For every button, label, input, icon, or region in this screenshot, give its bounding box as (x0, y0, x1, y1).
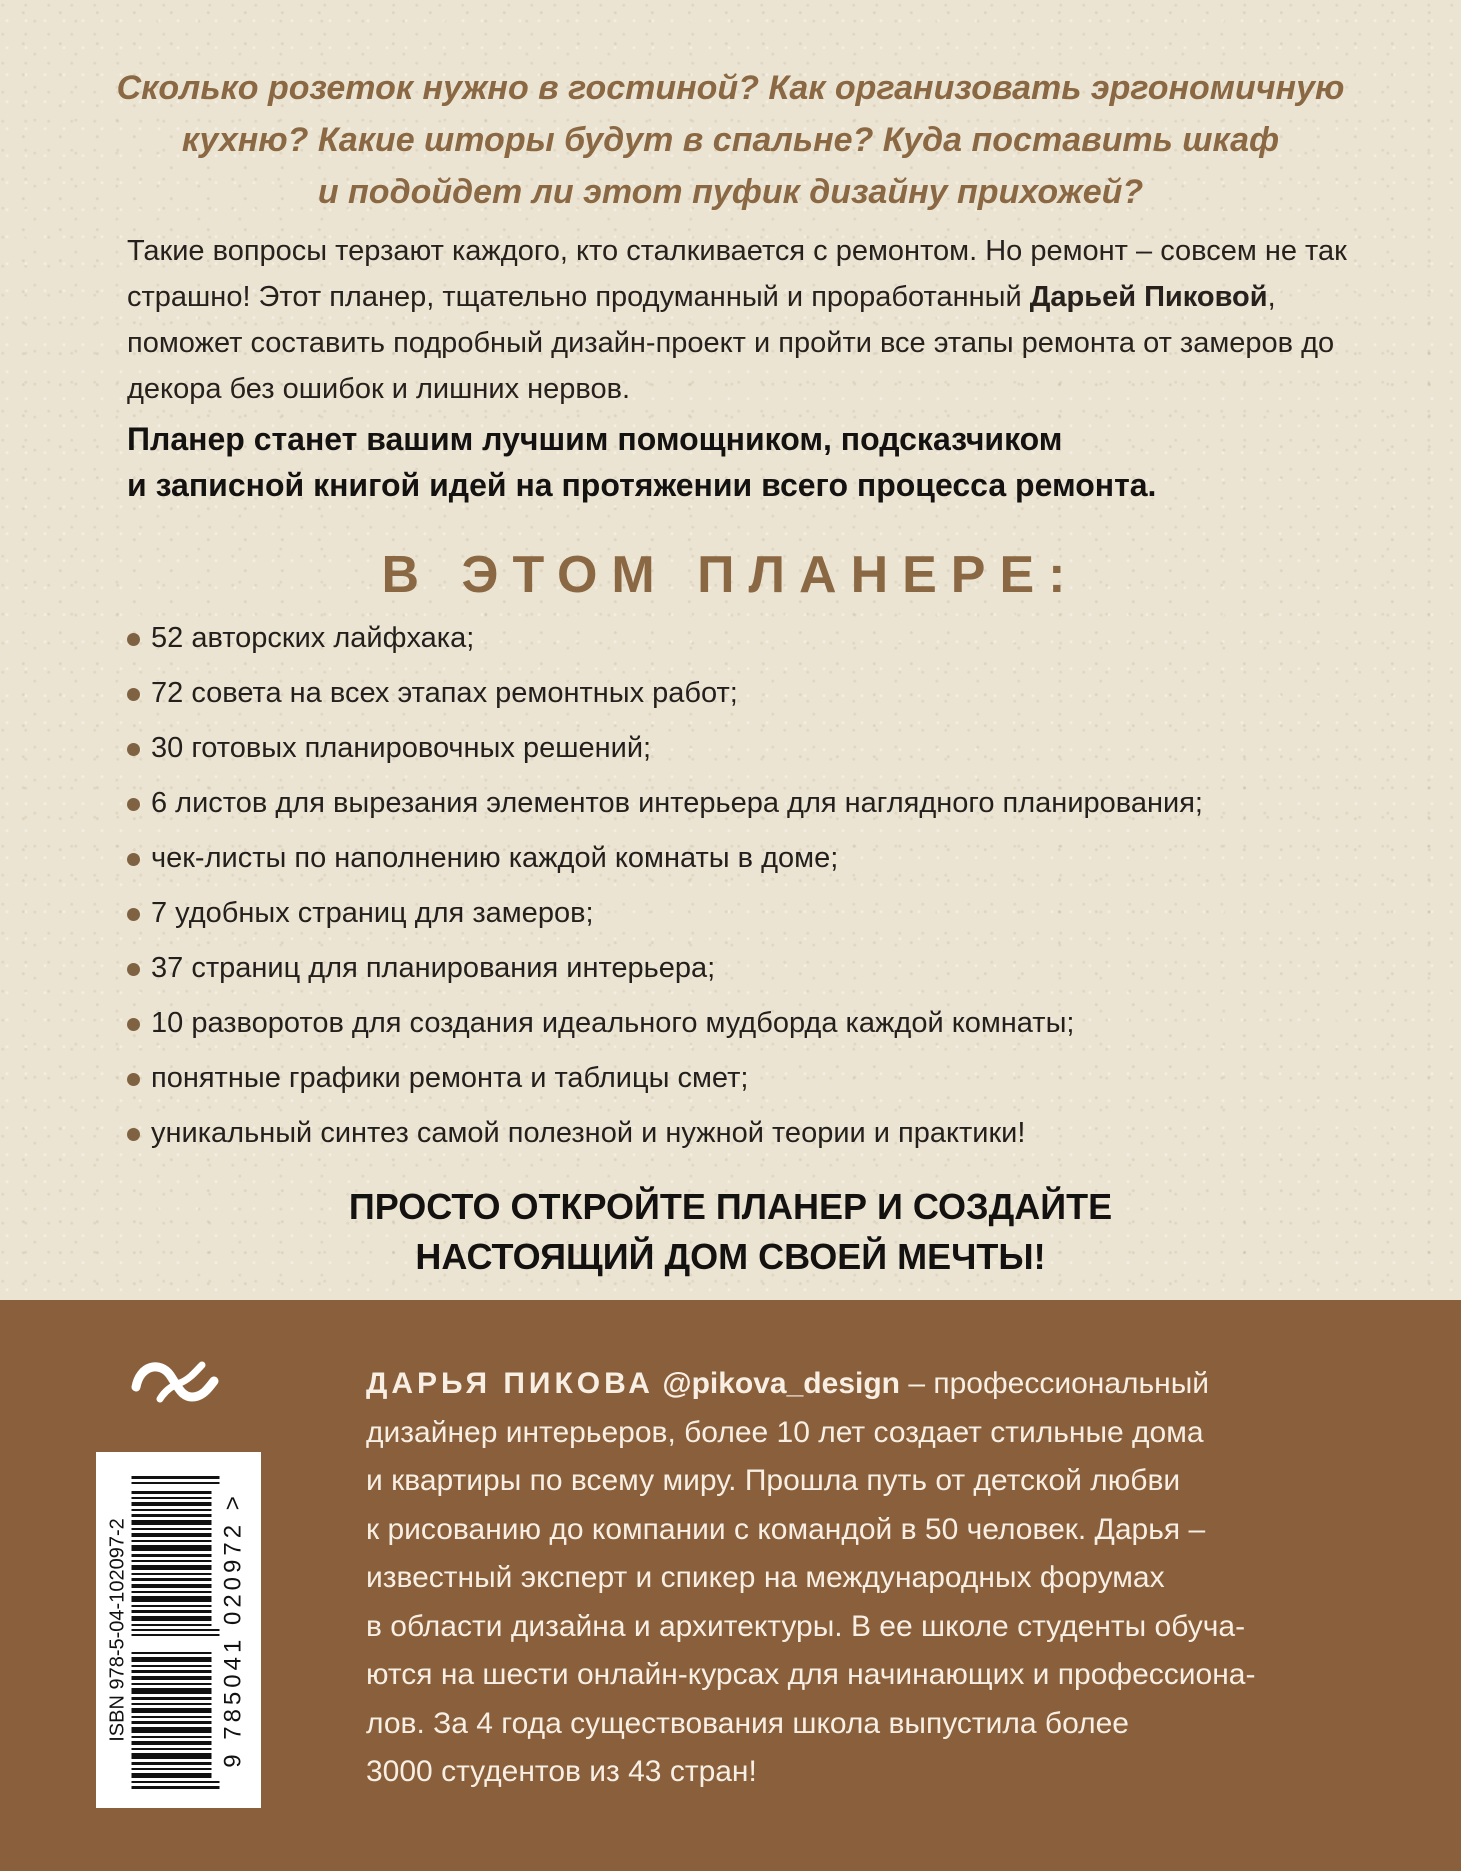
feature-item (127, 892, 1387, 947)
feature-item (127, 947, 1387, 1002)
feature-text: 7 удобных страниц для замеров; (151, 897, 594, 929)
bio-first-line (366, 1360, 1386, 1409)
feature-text: 30 готовых планировочных решений; (151, 732, 652, 764)
feature-text: уникальный синтез самой полезной и нужной теории и практики! (151, 1117, 1026, 1149)
author-bio (366, 1360, 1386, 1797)
bullet-icon (127, 1073, 140, 1086)
bullet-icon (127, 963, 140, 976)
bio-line: 3000 студентов из 43 стран! (366, 1755, 757, 1788)
lead-statement (127, 416, 1387, 508)
bio-line: в области дизайна и архитектуры. В ее школе студенты обуча- (366, 1609, 1246, 1643)
bullet-icon (127, 743, 140, 756)
hook-questions (0, 62, 1461, 218)
bullet-icon (127, 688, 140, 701)
feature-list (127, 617, 1387, 1167)
bullet-icon (127, 1128, 140, 1141)
bio-line: дизайнер интерьеров, более 10 лет создает стильные дома (366, 1415, 1204, 1449)
section-title: В ЭТОМ ПЛАНЕРЕ: (381, 546, 1080, 604)
lead-line: и записной книгой идей на протяжении всего процесса ремонта. (127, 467, 1157, 503)
bio-line: ются на шести онлайн-курсах для начинающих и профессиона- (366, 1658, 1256, 1691)
bio-line: известный эксперт и спикер на международных форумах (366, 1561, 1165, 1594)
intro-text-before: Такие вопросы терзают каждого, кто сталкивается с ремонтом. Но ремонт – совсем не так страшно! Этот планер, тщательно продуманный и проработанный (127, 235, 1347, 313)
feature-item (127, 617, 1387, 672)
bio-line: и квартиры по всему миру. Прошла путь от детской любви (366, 1464, 1181, 1497)
feature-item (127, 727, 1387, 782)
feature-item (127, 1112, 1387, 1167)
feature-item (127, 782, 1387, 837)
bullet-icon (127, 908, 140, 921)
hook-line: и подойдет ли этот пуфик дизайну прихожей? (317, 173, 1144, 211)
feature-item (127, 1057, 1387, 1112)
hook-line: кухню? Какие шторы будут в спальне? Куда поставить шкаф (181, 121, 1280, 159)
hook-line: Сколько розеток нужно в гостиной? Как организовать эргономичную (116, 69, 1345, 107)
feature-text: 52 авторских лайфхака; (151, 622, 475, 654)
feature-text: 37 страниц для планирования интерьера; (151, 952, 716, 984)
feature-item (127, 672, 1387, 727)
ean-digits: 9 785041 020972 > (219, 1492, 247, 1768)
author-handle: @pikova_design (662, 1367, 900, 1400)
cta-line: ПРОСТО ОТКРОЙТЕ ПЛАНЕР И СОЗДАЙТЕ (348, 1186, 1113, 1227)
lead-line: Планер станет вашим лучшим помощником, подсказчиком (127, 421, 1063, 457)
bio-line: лов. За 4 года существования школа выпустила более (366, 1706, 1129, 1740)
feature-item (127, 837, 1387, 892)
isbn-barcode (96, 1452, 261, 1808)
bullet-icon (127, 853, 140, 866)
feature-text: 10 разворотов для создания идеального мудборда каждой комнаты; (151, 1007, 1075, 1039)
feature-item (127, 1002, 1387, 1057)
bio-line: к рисованию до компании с командой в 50 человек. Дарья – (366, 1512, 1206, 1546)
barcode-bars-icon (132, 1471, 220, 1789)
call-to-action (0, 1182, 1461, 1282)
feature-text: 6 листов для вырезания элементов интерьера для наглядного планирования; (151, 787, 1203, 819)
feature-text: понятные графики ремонта и таблицы смет; (151, 1062, 749, 1094)
feature-text: чек-листы по наполнению каждой комнаты в доме; (151, 842, 839, 874)
intro-text-after: , поможет составить подробный дизайн-проект и пройти все этапы ремонта от замеров до декора без ошибок и лишних нервов. (127, 281, 1335, 405)
cta-line: НАСТОЯЩИЙ ДОМ СВОЕЙ МЕЧТЫ! (415, 1236, 1046, 1277)
author-name: ДАРЬЯ ПИКОВА (366, 1367, 654, 1400)
barcode-rotated-group (106, 1465, 251, 1795)
intro-author-name: Дарьей Пиковой (1029, 281, 1268, 313)
bullet-icon (127, 633, 140, 646)
feature-text: 72 совета на всех этапах ремонтных работ; (151, 677, 738, 709)
intro-paragraph (127, 228, 1367, 412)
publisher-logo-icon (130, 1353, 226, 1413)
bio-first-line-rest: – профессиональный (899, 1367, 1210, 1400)
isbn-label: ISBN 978-5-04-102097-2 (106, 1518, 129, 1742)
bullet-icon (127, 798, 140, 811)
bullet-icon (127, 1018, 140, 1031)
